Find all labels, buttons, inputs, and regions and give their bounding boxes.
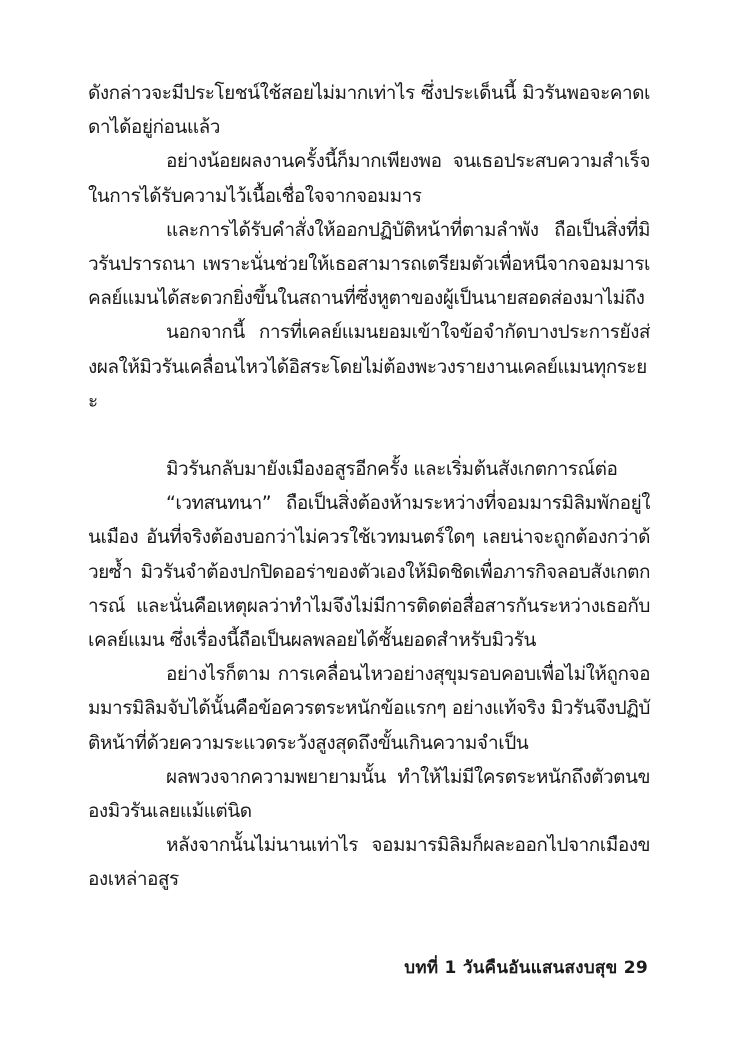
- paragraph: อย่างน้อยผลงานครั้งนี้ก็มากเพียงพอ จนเธอประสบความสำเร็จในการได้รับความไว้เนื้อเชื่อใจจากจอมมาร: [88, 150, 650, 207]
- paragraph: อย่างไรก็ตาม การเคลื่อนไหวอย่างสุขุมรอบคอบเพื่อไม่ให้ถูกจอมมารมิลิมจับได้นั้นคือข้อควรตระหนักข้อแรกๆ อย่างแท้จริง มิวรันจึงปฏิบัติหน้าที่ด้วยความระแวดระวังสูงสุดถึงขั้นเกินความจำเป็น: [88, 663, 650, 754]
- paragraph: ผลพวงจากความพยายามนั้น ทำให้ไม่มีใครตระหนักถึงตัวตนของมิวรันเลยแม้แต่นิด: [88, 765, 650, 823]
- paragraph: นอกจากนี้ การที่เคลย์แมนยอมเข้าใจข้อจำกัดบางประการยังส่งผลให้มิวรันเคลื่อนไหวได้อิสระโดยไม่ต้องพะวงรายงานเคลย์แมนทุกระยะ: [88, 321, 650, 412]
- page-footer-chapter-and-number: บทที่ 1 วันคืนอันแสนสงบสุข 29: [404, 958, 648, 978]
- body-text: [88, 76, 650, 897]
- section-break: [88, 418, 650, 452]
- paragraph: และการได้รับคำสั่งให้ออกปฏิบัติหน้าที่ตามลำพัง ถือเป็นสิ่งที่มิวรันปรารถนา เพราะนั่นช่วยให้เธอสามารถเตรียมตัวเพื่อหนีจากจอมมารเคลย์แมนได้สะดวกยิ่งขึ้นในสถานที่ซึ่งหูตาของผู้เป็นนายสอดส่องมาไม่ถึง: [88, 218, 650, 310]
- paragraph-continuation: ดังกล่าวจะมีประโยชน์ใช้สอยไม่มากเท่าไร ซึ่งประเด็นนี้ มิวรันพอจะคาดเดาได้อยู่ก่อนแล้ว: [88, 82, 650, 139]
- paragraph: มิวรันกลับมายังเมืองอสูรอีกครั้ง และเริ่มต้นสังเกตการณ์ต่อ: [166, 458, 618, 481]
- paragraph: “เวทสนทนา” ถือเป็นสิ่งต้องห้ามระหว่างที่จอมมารมิลิมพักอยู่ในเมือง อันที่จริงต้องบอกว่าไม่ควรใช้เวทมนตร์ใดๆ เลยน่าจะถูกต้องกว่าด้วยซ้ำ มิวรันจำต้องปกปิดออร่าของตัวเองให้มิดชิดเพื่อภารกิจลอบสังเกตการณ์ และนั่นคือเหตุผลว่าทำไมจึงไม่มีการติดต่อสื่อสารกันระหว่างเธอกับเคลย์แมน ซึ่งเรื่องนี้ถือเป็นผลพลอยได้ชั้นยอดสำหรับมิวรัน: [88, 492, 650, 652]
- paragraph: หลังจากนั้นไม่นานเท่าไร จอมมารมิลิมก็ผละออกไปจากเมืองของเหล่าอสูร: [88, 834, 650, 891]
